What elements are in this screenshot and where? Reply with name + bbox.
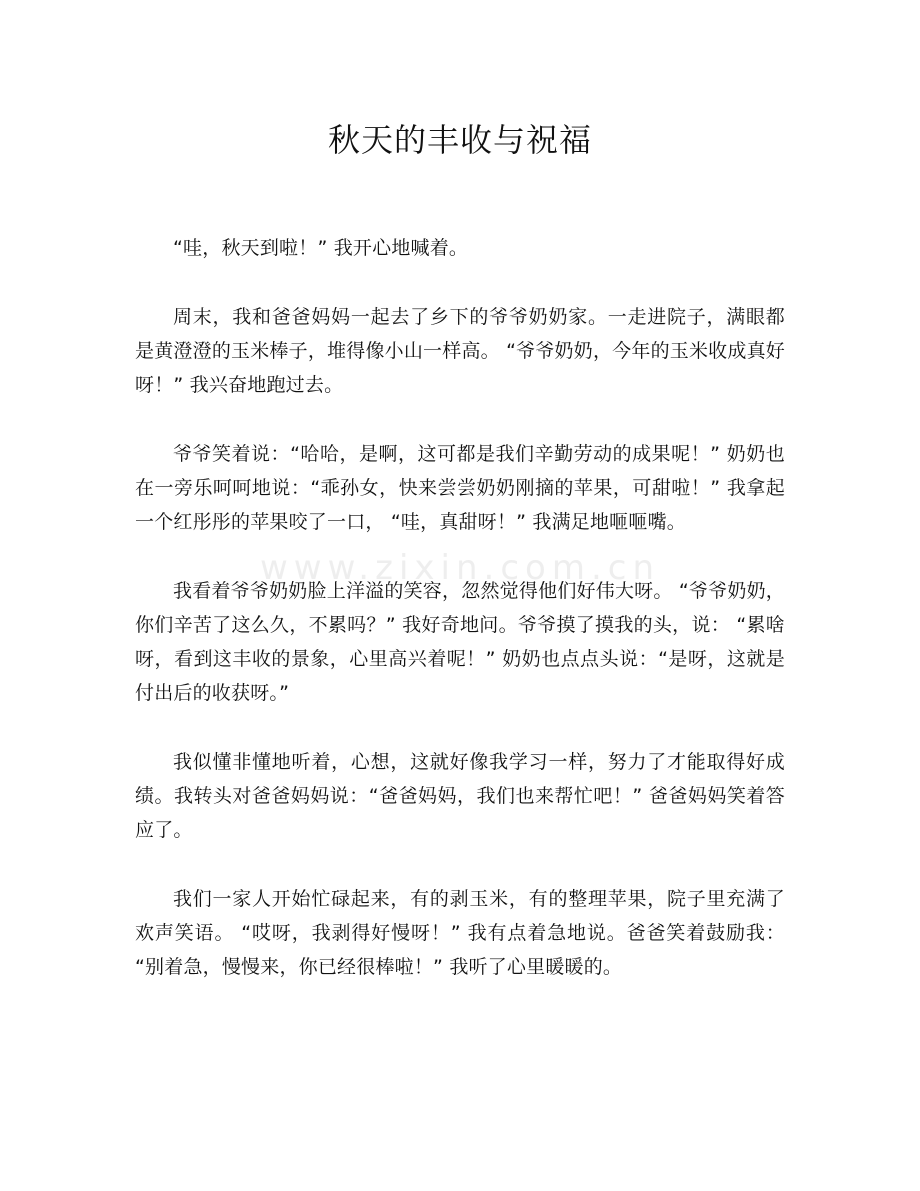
paragraph-5: 我似懂非懂地听着，心想，这就好像我学习一样，努力了才能取得好成绩。我转头对爸爸妈妈说：“爸爸妈妈，我们也来帮忙吧！” 爸爸妈妈笑着答应了。 <box>135 751 785 841</box>
paragraph-4: 我看着爷爷奶奶脸上洋溢的笑容，忽然觉得他们好伟大呀。 “爷爷奶奶，你们辛苦了这么久，不累吗？” 我好奇地问。爷爷摸了摸我的头，说： “累啥呀，看到这丰收的景象，心里高兴着呢！” 奶奶也点点头说：“是呀，这就是付出后的收获呀。” <box>135 580 785 704</box>
page-title: 秋天的丰收与祝福 <box>327 121 592 159</box>
paragraph-3: 爷爷笑着说：“哈哈，是啊，这可都是我们辛勤劳动的成果呢！” 奶奶也在一旁乐呵呵地说：“乖孙女，快来尝尝奶奶刚摘的苹果，可甜啦！” 我拿起一个红彤彤的苹果咬了一口， “哇，真甜呀！” 我满足地咂咂嘴。 <box>135 443 785 533</box>
paragraph-6: 我们一家人开始忙碌起来，有的剥玉米，有的整理苹果，院子里充满了欢声笑语。 “哎呀，我剥得好慢呀！” 我有点着急地说。爸爸笑着鼓励我： “别着急，慢慢来，你已经很棒啦！” 我听了心里暖暖的。 <box>135 888 785 978</box>
document-body <box>135 231 785 1019</box>
watermark: www.zixin.com.cn <box>260 548 660 588</box>
paragraph-2: 周末，我和爸爸妈妈一起去了乡下的爷爷奶奶家。一走进院子，满眼都是黄澄澄的玉米棒子，堆得像小山一样高。 “爷爷奶奶，今年的玉米收成真好呀！” 我兴奋地跑过去。 <box>135 306 785 396</box>
paragraph-1: “哇，秋天到啦！” 我开心地喊着。 <box>173 237 469 259</box>
